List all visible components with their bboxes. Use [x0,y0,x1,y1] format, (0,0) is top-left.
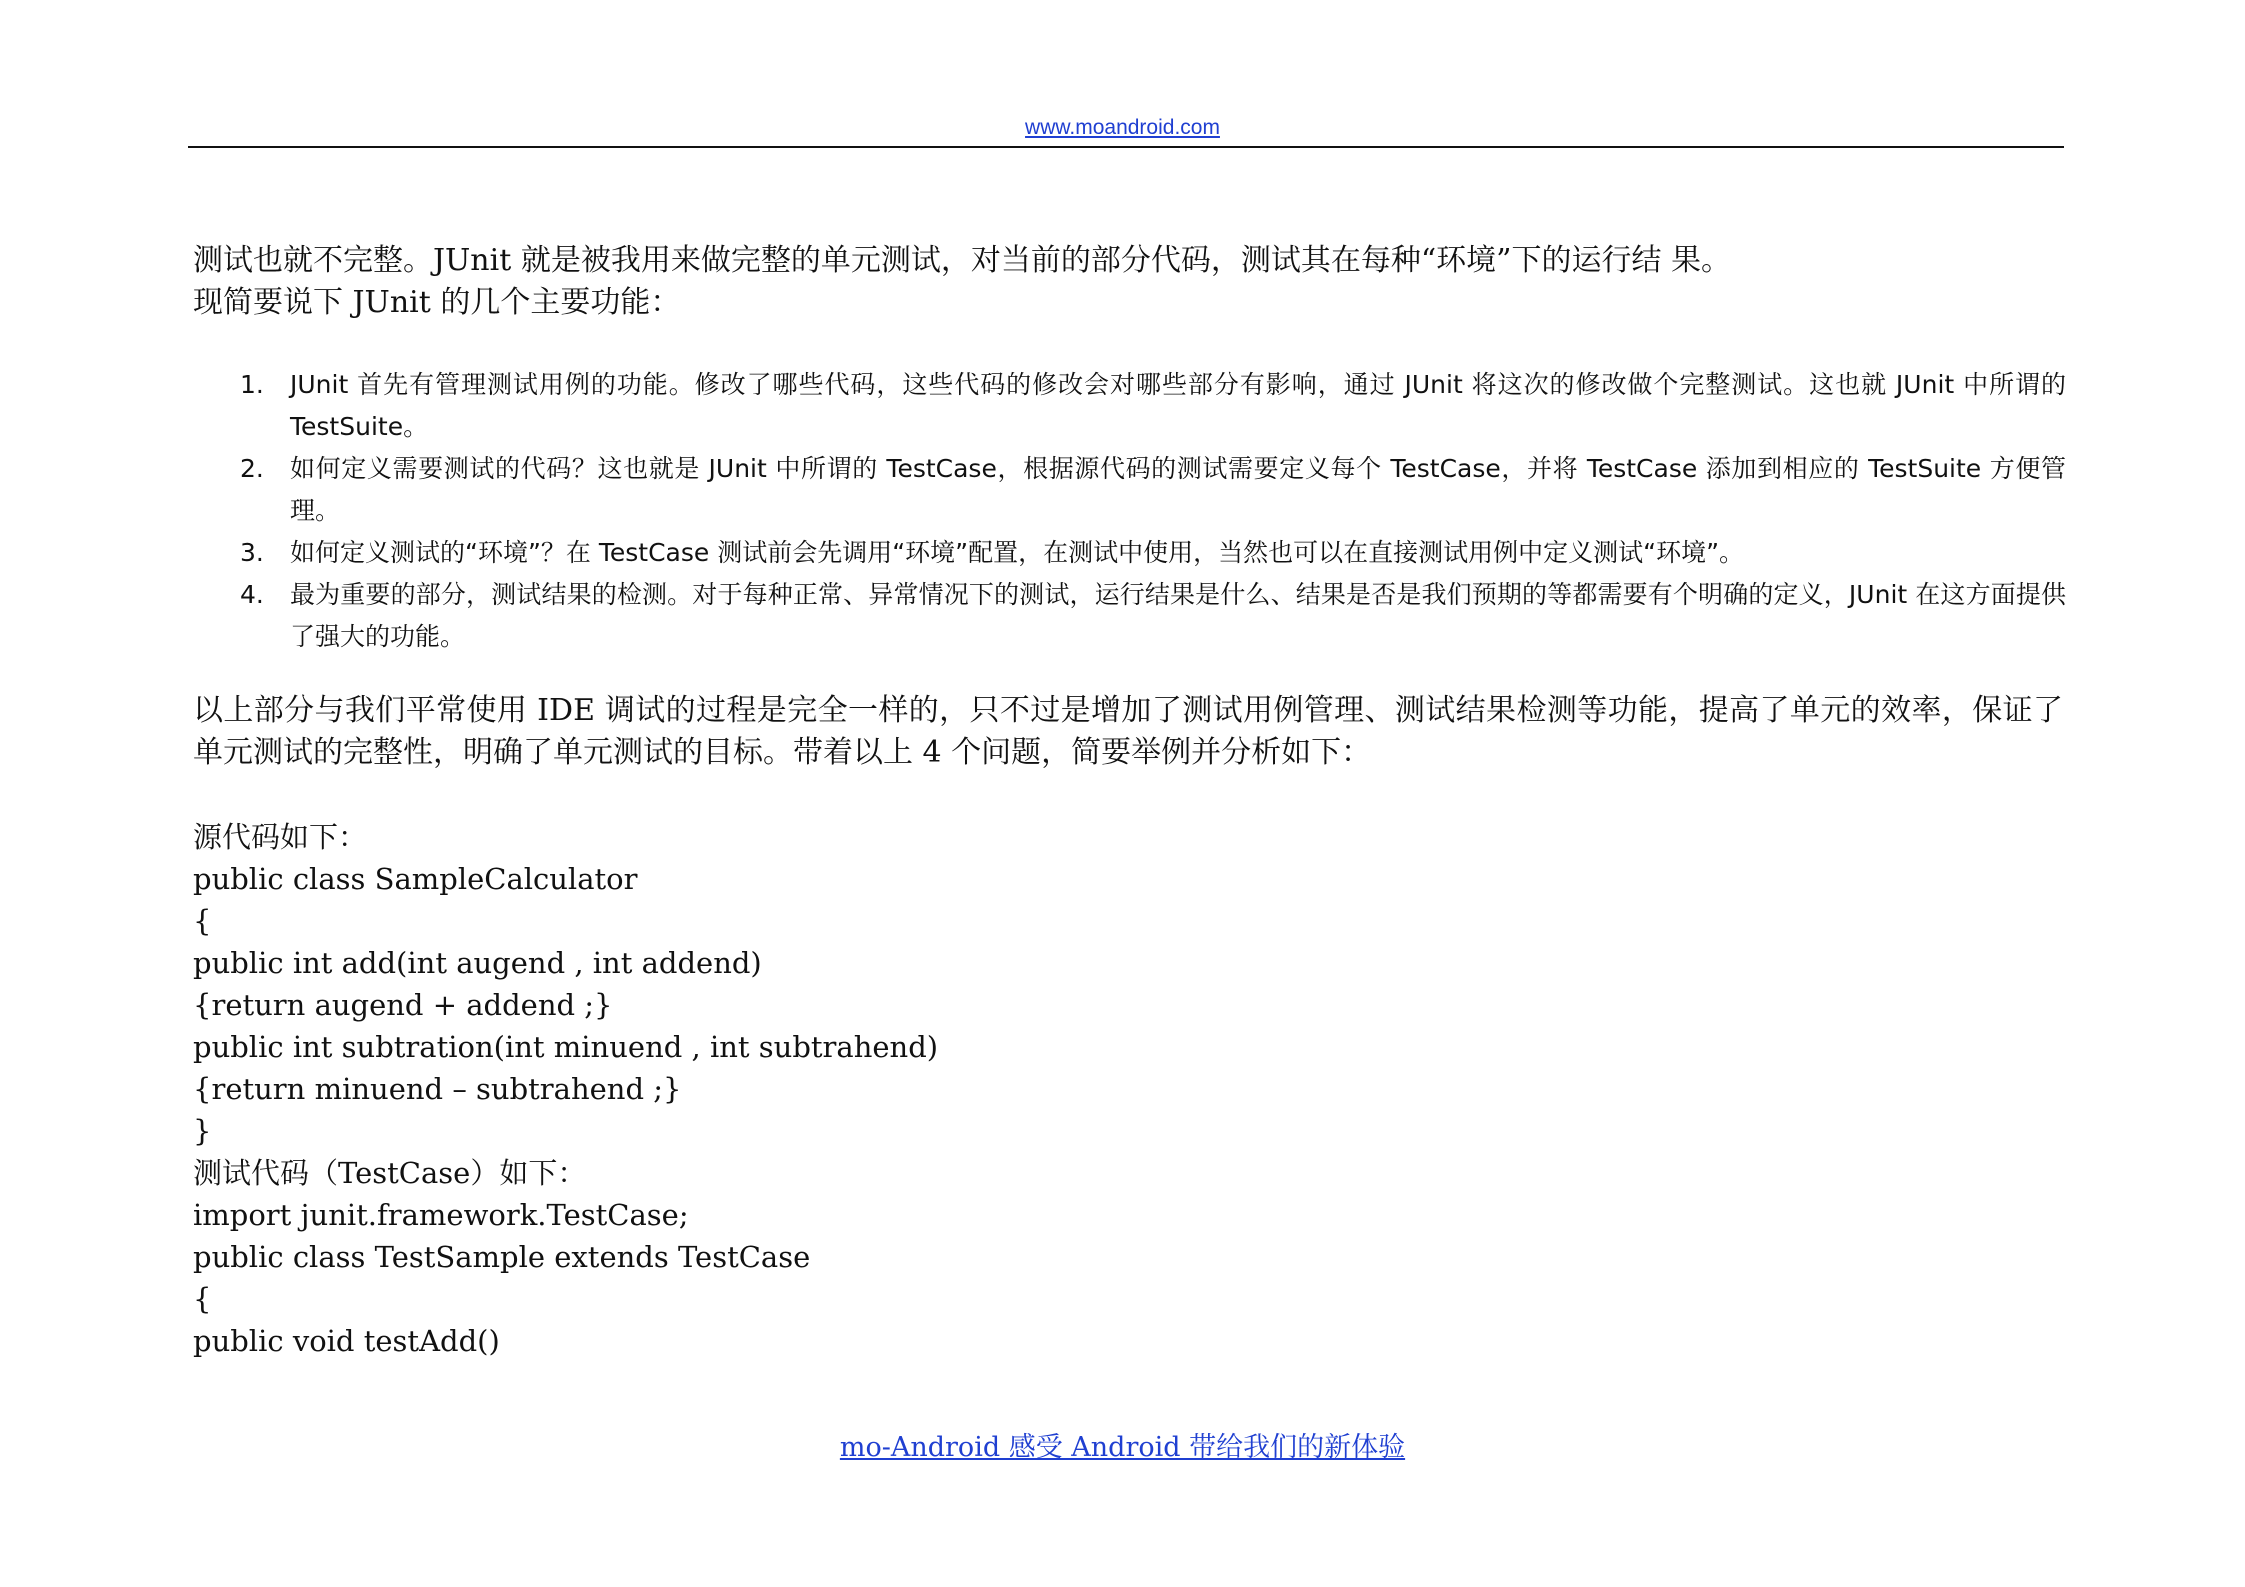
code-line: 测试代码（TestCase）如下： [193,1156,587,1190]
list-item-number: 2. [240,454,264,483]
code-line: public void testAdd() [193,1324,500,1358]
code-listing [193,816,2063,1362]
code-line: public int subtration(int minuend , int subtrahend) [193,1030,939,1064]
code-line: {return augend + addend ;} [193,988,613,1022]
list-item [236,448,2066,532]
intro-line-1: 测试也就不完整。JUnit 就是被我用来做完整的单元测试，对当前的部分代码，测试其在每种“环境”下的运行结 果。 [193,243,1732,278]
list-item [236,364,2066,448]
feature-list [236,364,2066,658]
list-item-text: 最为重要的部分，测试结果的检测。对于每种正常、异常情况下的测试，运行结果是什么、结果是否是我们预期的等都需要有个明确的定义，JUnit 在这方面提供了强大的功能。 [290,580,2066,651]
header-divider [188,146,2064,148]
code-line: public int add(int augend , int addend) [193,946,762,980]
list-item-text: JUnit 首先有管理测试用例的功能。修改了哪些代码，这些代码的修改会对哪些部分有影响，通过 JUnit 将这次的修改做个完整测试。这也就 JUnit 中所谓的 TestSuite。 [290,370,2066,441]
code-line: import junit.framework.TestCase; [193,1198,689,1232]
intro-line-2: 现简要说下 JUnit 的几个主要功能： [193,285,681,320]
code-line: public class SampleCalculator [193,862,638,896]
list-item [236,574,2066,658]
header-website-link[interactable]: www.moandroid.com [1025,116,1220,139]
list-item-number: 3. [240,538,264,567]
footer-slogan-link[interactable]: mo-Android 感受 Android 带给我们的新体验 [839,1432,1406,1463]
code-line: 源代码如下： [193,820,368,854]
code-line: { [193,1282,212,1316]
code-line: public class TestSample extends TestCase [193,1240,811,1274]
summary-paragraph: 以上部分与我们平常使用 IDE 调试的过程是完全一样的，只不过是增加了测试用例管理、测试结果检测等功能，提高了单元的效率，保证了单元测试的完整性，明确了单元测试的目标。带着以上 4 个问题，简要举例并分析如下： [193,693,2063,770]
code-line: {return minuend – subtrahend ;} [193,1072,682,1106]
list-item-number: 4. [240,580,264,609]
list-item [236,532,2066,574]
list-item-text: 如何定义测试的“环境”？在 TestCase 测试前会先调用“环境”配置，在测试中使用，当然也可以在直接测试用例中定义测试“环境”。 [290,538,1745,567]
list-item-text: 如何定义需要测试的代码？这也就是 JUnit 中所谓的 TestCase，根据源代码的测试需要定义每个 TestCase，并将 TestCase 添加到相应的 TestSuite 方便管理。 [290,454,2066,525]
intro-paragraph [193,240,2063,324]
code-line: { [193,904,212,938]
list-item-number: 1. [240,370,264,399]
code-line: } [193,1114,212,1148]
